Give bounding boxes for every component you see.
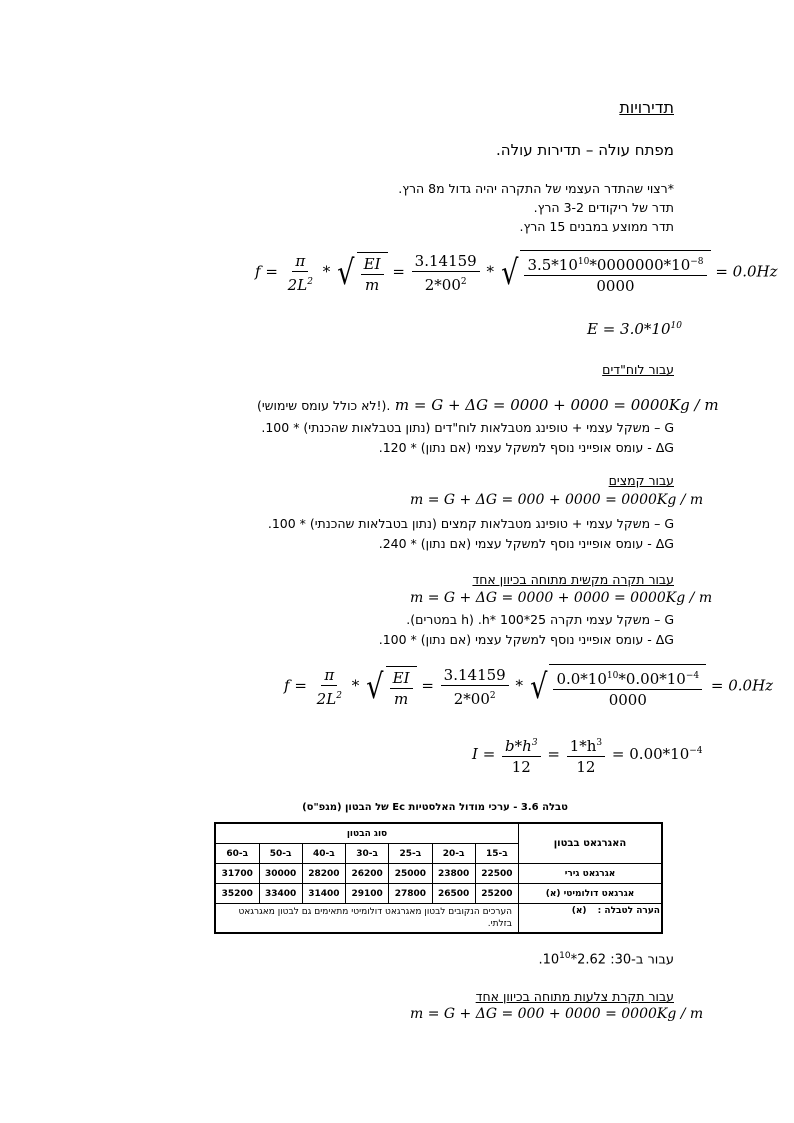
frequency-formula: f = $\frac{\pi}{2L^2}$ * √ $\frac{EI}{m}$ = $\frac{3.14159}{2*00^2}$ * √ $\frac{0.0*10^{10}*0.00*10^{-4}}{0000}$ = 0.0Hz (284, 665, 774, 709)
footnote-label (519, 904, 663, 934)
row-label: אגרגאט דולומיטי (א) (519, 884, 663, 904)
b30-value-line (538, 951, 674, 967)
formula-exponent: 3 (531, 738, 538, 748)
table-cell: 30000 (259, 864, 302, 884)
formula-denominator: 2*00 (453, 689, 490, 708)
table-caption: טבלה 3.6 - ערכי מודול האלסטיות Ec של הבטון (מגפ"ס) (302, 802, 568, 813)
dg-definition: ΔG - עומס אופייני נוסף למשקל עצמי (אם נתון) * 240. (378, 536, 674, 551)
row-label: אגרגאט גירי (519, 864, 663, 884)
row-header: האגרגאט בבטון (519, 823, 663, 864)
formula-lhs: f = (284, 676, 307, 695)
formula-exponent: 3 (596, 738, 603, 748)
formula-numerator: EI (390, 669, 413, 689)
formula-denominator: 12 (511, 758, 531, 776)
column-header: ב-50 (259, 844, 302, 864)
table-cell: 23800 (432, 864, 475, 884)
formula-numerator: *0000000*10 (589, 256, 691, 274)
formula-numerator: π (292, 252, 308, 272)
dg-definition: ΔG - עומס אופייני נוסף למשקל עצמי (אם נתון) * 120. (378, 440, 674, 455)
b30-value-exponent: 10 (559, 951, 571, 961)
page-subtitle: מפתח עולה – תדירות עולה. (496, 141, 674, 159)
e-value (587, 320, 682, 338)
formula-numerator: 0.0*10 (556, 670, 607, 688)
mass-formula-row (257, 396, 719, 414)
table-footnote-row (215, 904, 662, 934)
mass-formula: m = G + ΔG = 0000 + 0000 = 0000Kg / m (394, 396, 719, 414)
formula-exponent: −4 (685, 671, 700, 681)
frequency-formula: f = $\frac{\pi}{2L^2}$ * √ $\frac{EI}{m}$ = $\frac{3.14159}{2*00^2}$ * √ $\frac{3.5*10^{10}*0000000*10^{-8}}{0000}$ = 0.0Hz (255, 251, 778, 295)
e-value-text: E = 3.0*10 (587, 320, 671, 338)
g-definition: G – משקל עצמי + טופינג מטבלאות לוח"דים (נתון בטבלאות שהכנתי) * 100. (261, 420, 674, 435)
formula-numerator: 3.14159 (441, 666, 509, 686)
footnote-label-text: הערה לטבלה : (597, 906, 660, 916)
note-line: *רצוי שהתדר העצמי של התקרה יהיה גדול מ8 הרץ. (398, 181, 674, 196)
section-heading: עבור קמצים (608, 473, 674, 488)
e-value-exponent: 10 (670, 321, 682, 331)
page-title: תדירויות (619, 98, 674, 117)
formula-denominator: 0000 (596, 277, 635, 295)
elastic-modulus-table (214, 822, 663, 934)
column-header: ב-60 (215, 844, 259, 864)
table-cell: 31400 (302, 884, 345, 904)
formula-denominator: m (364, 275, 380, 294)
formula-exponent: 2 (489, 690, 496, 701)
formula-denominator: m (393, 689, 409, 708)
column-header: ב-20 (432, 844, 475, 864)
note-line: תדר של ריקודים 3-2 הרץ. (533, 200, 674, 215)
formula-exponent: 2 (307, 276, 313, 287)
formula-result: = 0.0Hz (715, 262, 778, 281)
g-definition: G – משקל עצמי + טופינג מטבלאות קמצים (נתון בטבלאות שהכנתי) * 100. (267, 516, 674, 531)
table-row (215, 884, 662, 904)
formula-denominator: 12 (576, 758, 596, 776)
formula-result: = 0.0Hz (710, 676, 774, 695)
table-cell: 35200 (215, 884, 259, 904)
b30-value-text: עבור ב-30: 2.62*10 (542, 952, 674, 968)
table-row (215, 864, 662, 884)
formula-denominator: 0000 (608, 691, 647, 709)
footnote-mark: (א) (571, 906, 587, 916)
formula-lhs: f = (255, 262, 278, 281)
column-header: ב-25 (389, 844, 432, 864)
formula-numerator: 3.5*10 (527, 256, 578, 274)
formula-result: = 0.00*10 (611, 745, 690, 763)
table-cell: 25200 (475, 884, 518, 904)
column-header: ב-40 (302, 844, 345, 864)
note-line: תדר ממוצע במבנים 15 הרץ. (519, 219, 674, 234)
group-header: סוג הבטון (215, 823, 519, 844)
formula-exponent: −8 (690, 257, 704, 267)
formula-exponent: 2 (460, 276, 467, 287)
section-heading: עבור תקרה מקשית מתוחה בכיוון אחד (472, 572, 674, 587)
formula-numerator: π (321, 666, 337, 686)
section-heading: עבור תקרת צלעות מתוחה בכיוון אחד (475, 989, 674, 1004)
mass-formula: m = G + ΔG = 0000 + 0000 = 0000Kg / m (410, 590, 713, 606)
formula-numerator: 1*h (569, 737, 597, 755)
table-cell: 33400 (259, 884, 302, 904)
table-cell: 26500 (432, 884, 475, 904)
formula-lhs: I = (472, 745, 496, 763)
formula-numerator: b*h (505, 737, 532, 755)
table-cell: 27800 (389, 884, 432, 904)
formula-exponent: 2 (336, 690, 342, 701)
table-cell: 25000 (389, 864, 432, 884)
formula-denominator: 2L (316, 689, 337, 708)
formula-exponent: 10 (577, 257, 590, 267)
column-header: ב-30 (346, 844, 389, 864)
table-cell: 29100 (346, 884, 389, 904)
footnote-text: הערכים הנקובים לבטון מאגרגאט דולומיטי מתאימים גם לבטון מאגרגאט בזלתי. (215, 904, 519, 934)
inertia-formula: I = $\frac{b*h^3}{12}$ = $\frac{1*h^3}{12}$ = $0.00*10^{-4}$ (472, 734, 703, 776)
table-cell: 22500 (475, 864, 518, 884)
mass-formula: m = G + ΔG = 000 + 0000 = 0000Kg / m (410, 1006, 704, 1022)
formula-exponent: −4 (689, 746, 703, 756)
dg-definition: ΔG - עומס אופייני נוסף למשקל עצמי (אם נתון) * 100. (378, 632, 674, 647)
formula-exponent: 10 (606, 671, 619, 681)
formula-denominator: 2*00 (424, 275, 461, 294)
b30-value-end: . (538, 952, 543, 968)
formula-numerator: EI (361, 255, 384, 275)
mass-formula: m = G + ΔG = 000 + 0000 = 0000Kg / m (410, 492, 704, 508)
g-definition: G – משקל עצמי תקרה 25*h* 100. (h במטרים). (406, 612, 674, 627)
formula-denominator: 2L (287, 275, 308, 294)
table-cell: 26200 (346, 864, 389, 884)
table-cell: 28200 (302, 864, 345, 884)
table-cell: 31700 (215, 864, 259, 884)
section-heading: עבור לוח"דים (602, 362, 674, 377)
formula-numerator: 3.14159 (412, 252, 480, 272)
formula-numerator: *0.00*10 (618, 670, 686, 688)
column-header: ב-15 (475, 844, 518, 864)
formula-note: (לא כולל עומס שימושי!). (257, 398, 391, 413)
